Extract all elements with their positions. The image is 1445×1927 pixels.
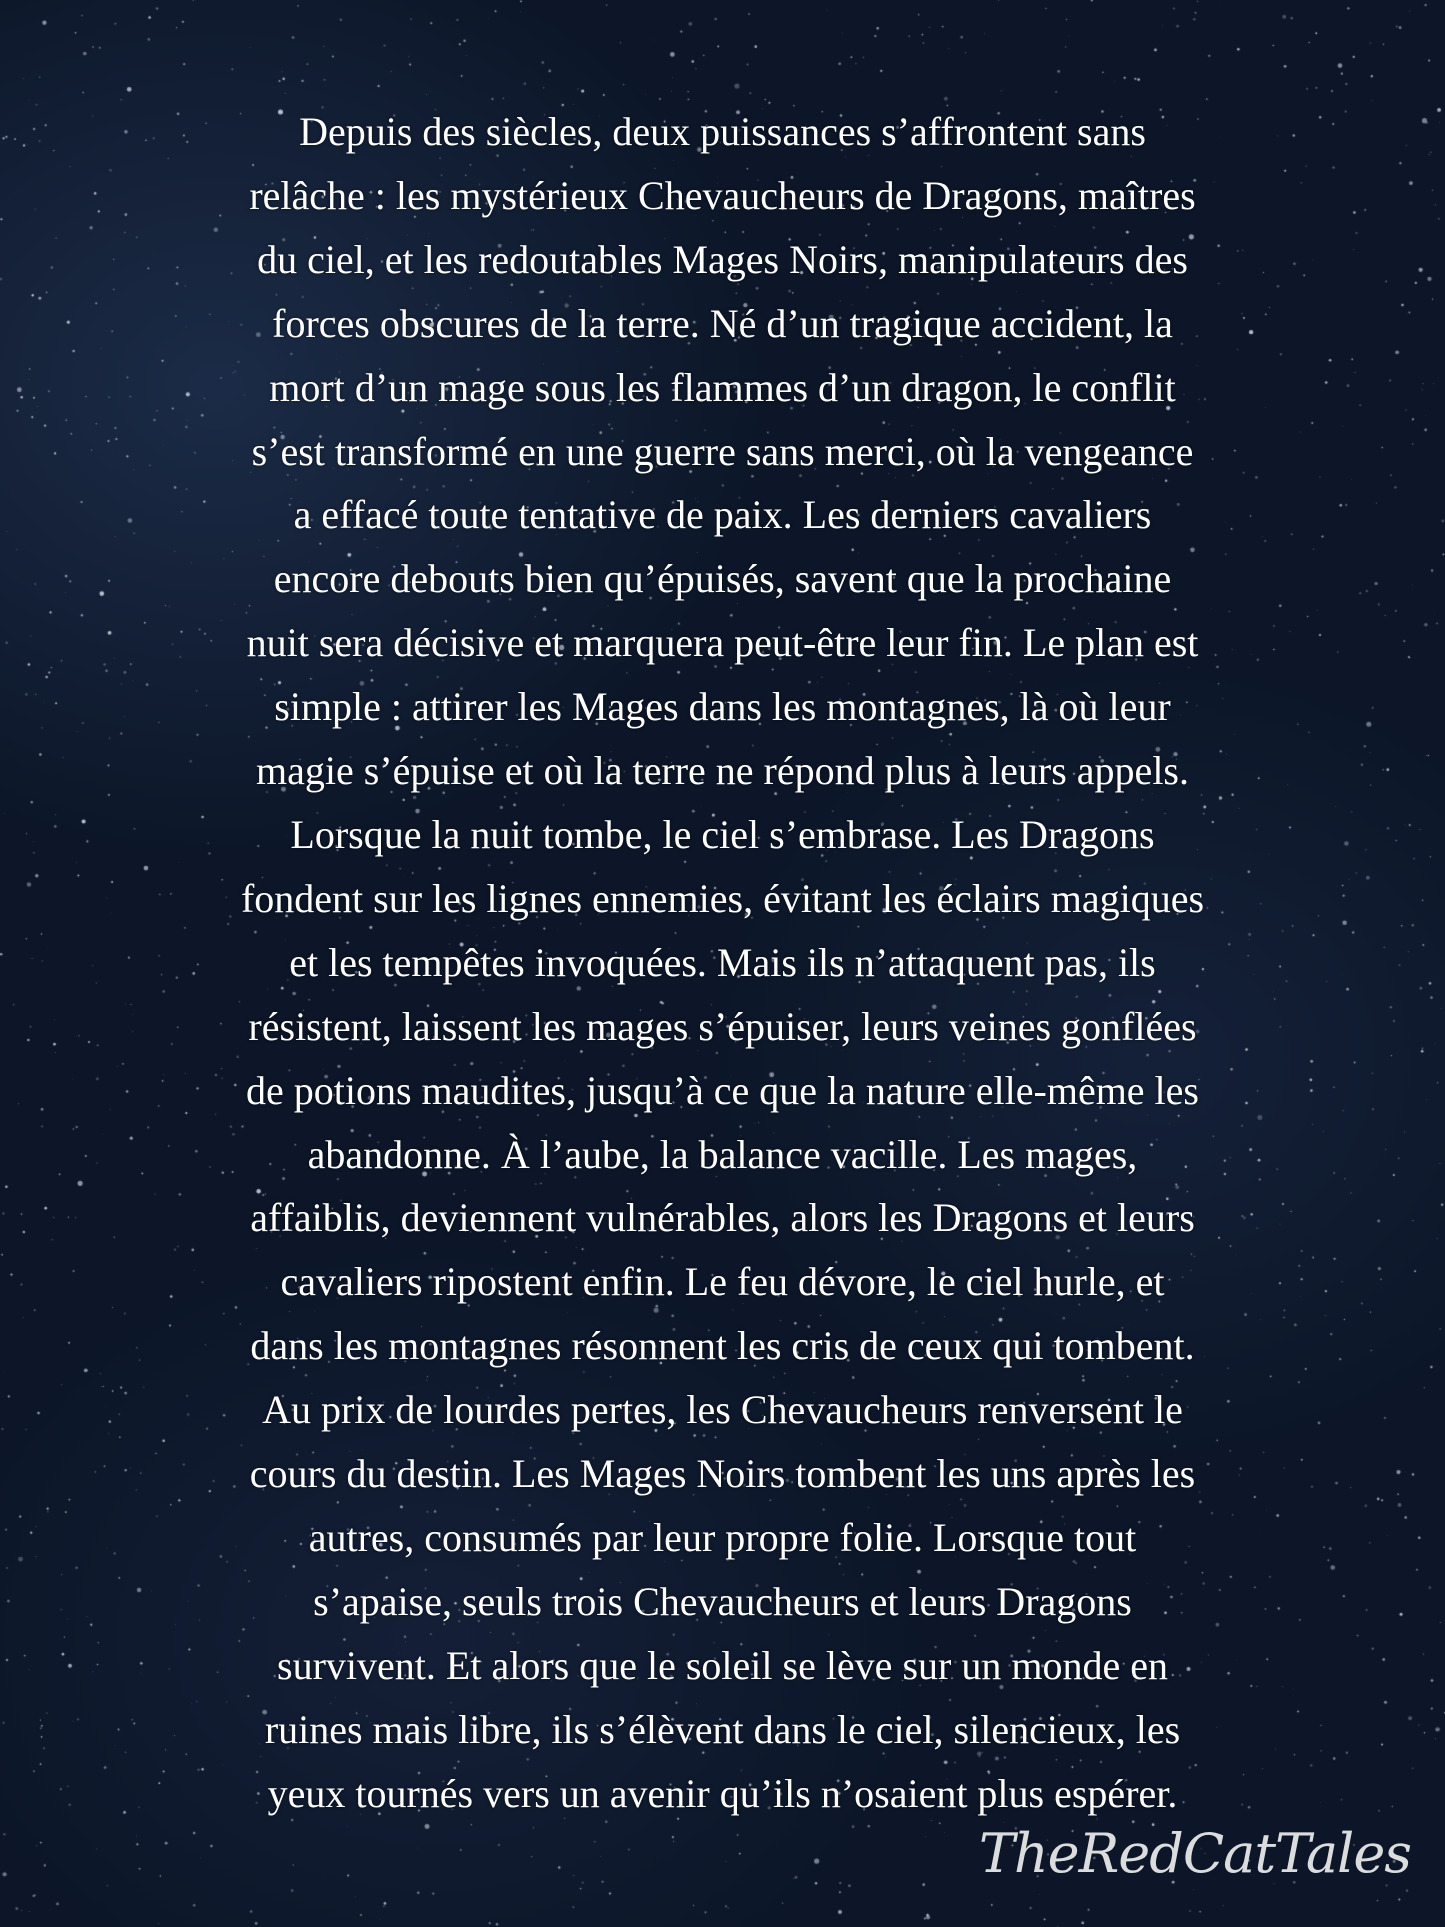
story-line: résistent, laissent les mages s’épuiser, leurs veines gonflées <box>248 1003 1197 1049</box>
story-line: fondent sur les lignes ennemies, évitant les éclairs magiques <box>240 875 1205 921</box>
story-line: s’apaise, seuls trois Chevaucheurs et leurs Dragons <box>313 1578 1132 1624</box>
story-line: simple : attirer les Mages dans les montagnes, là où leur <box>274 684 1171 730</box>
story-line: dans les montagnes résonnent les cris de ceux qui tombent. <box>250 1323 1195 1369</box>
story-line: mort d’un mage sous les flammes d’un dragon, le conflit <box>269 364 1176 410</box>
story-line: s’est transformé en une guerre sans merci, où la vengeance <box>251 428 1194 474</box>
story-line: relâche : les mystérieux Chevaucheurs de Dragons, maîtres <box>249 172 1196 218</box>
story-line: Au prix de lourdes pertes, les Chevaucheurs renversent le <box>262 1387 1183 1433</box>
story-line: cavaliers ripostent enfin. Le feu dévore, le ciel hurle, et <box>280 1259 1165 1305</box>
story-line: a effacé toute tentative de paix. Les derniers cavaliers <box>293 492 1152 538</box>
story-line: autres, consumés par leur propre folie. Lorsque tout <box>308 1514 1137 1560</box>
story-line: magie s’épuise et où la terre ne répond plus à leurs appels. <box>255 748 1189 794</box>
story-line: et les tempêtes invoquées. Mais ils n’attaquent pas, ils <box>289 939 1156 985</box>
story-line: nuit sera décisive et marquera peut-être leur fin. Le plan est <box>246 620 1199 666</box>
author-signature: TheRedCatTales <box>978 1822 1411 1885</box>
story-line: ruines mais libre, ils s’élèvent dans le ciel, silencieux, les <box>264 1706 1181 1752</box>
story-line: de potions maudites, jusqu’à ce que la nature elle-même les <box>245 1067 1199 1113</box>
story-line: survivent. Et alors que le soleil se lève sur un monde en <box>277 1642 1168 1688</box>
story-line: abandonne. À l’aube, la balance vacille. Les mages, <box>307 1131 1138 1177</box>
story-line: cours du destin. Les Mages Noirs tombent les uns après les <box>249 1451 1196 1497</box>
story-line: affaiblis, deviennent vulnérables, alors les Dragons et leurs <box>250 1195 1195 1241</box>
story-line: encore debouts bien qu’épuisés, savent que la prochaine <box>273 556 1172 602</box>
story-line: Depuis des siècles, deux puissances s’affrontent sans <box>299 109 1146 154</box>
story-line: yeux tournés vers un avenir qu’ils n’osaient plus espérer. <box>267 1770 1178 1816</box>
story-line: Lorsque la nuit tombe, le ciel s’embrase. Les Dragons <box>290 811 1155 857</box>
story-line: du ciel, et les redoutables Mages Noirs, manipulateurs des <box>257 236 1188 282</box>
story-text <box>72 100 1373 1825</box>
story-line: forces obscures de la terre. Né d’un tragique accident, la <box>272 300 1173 346</box>
